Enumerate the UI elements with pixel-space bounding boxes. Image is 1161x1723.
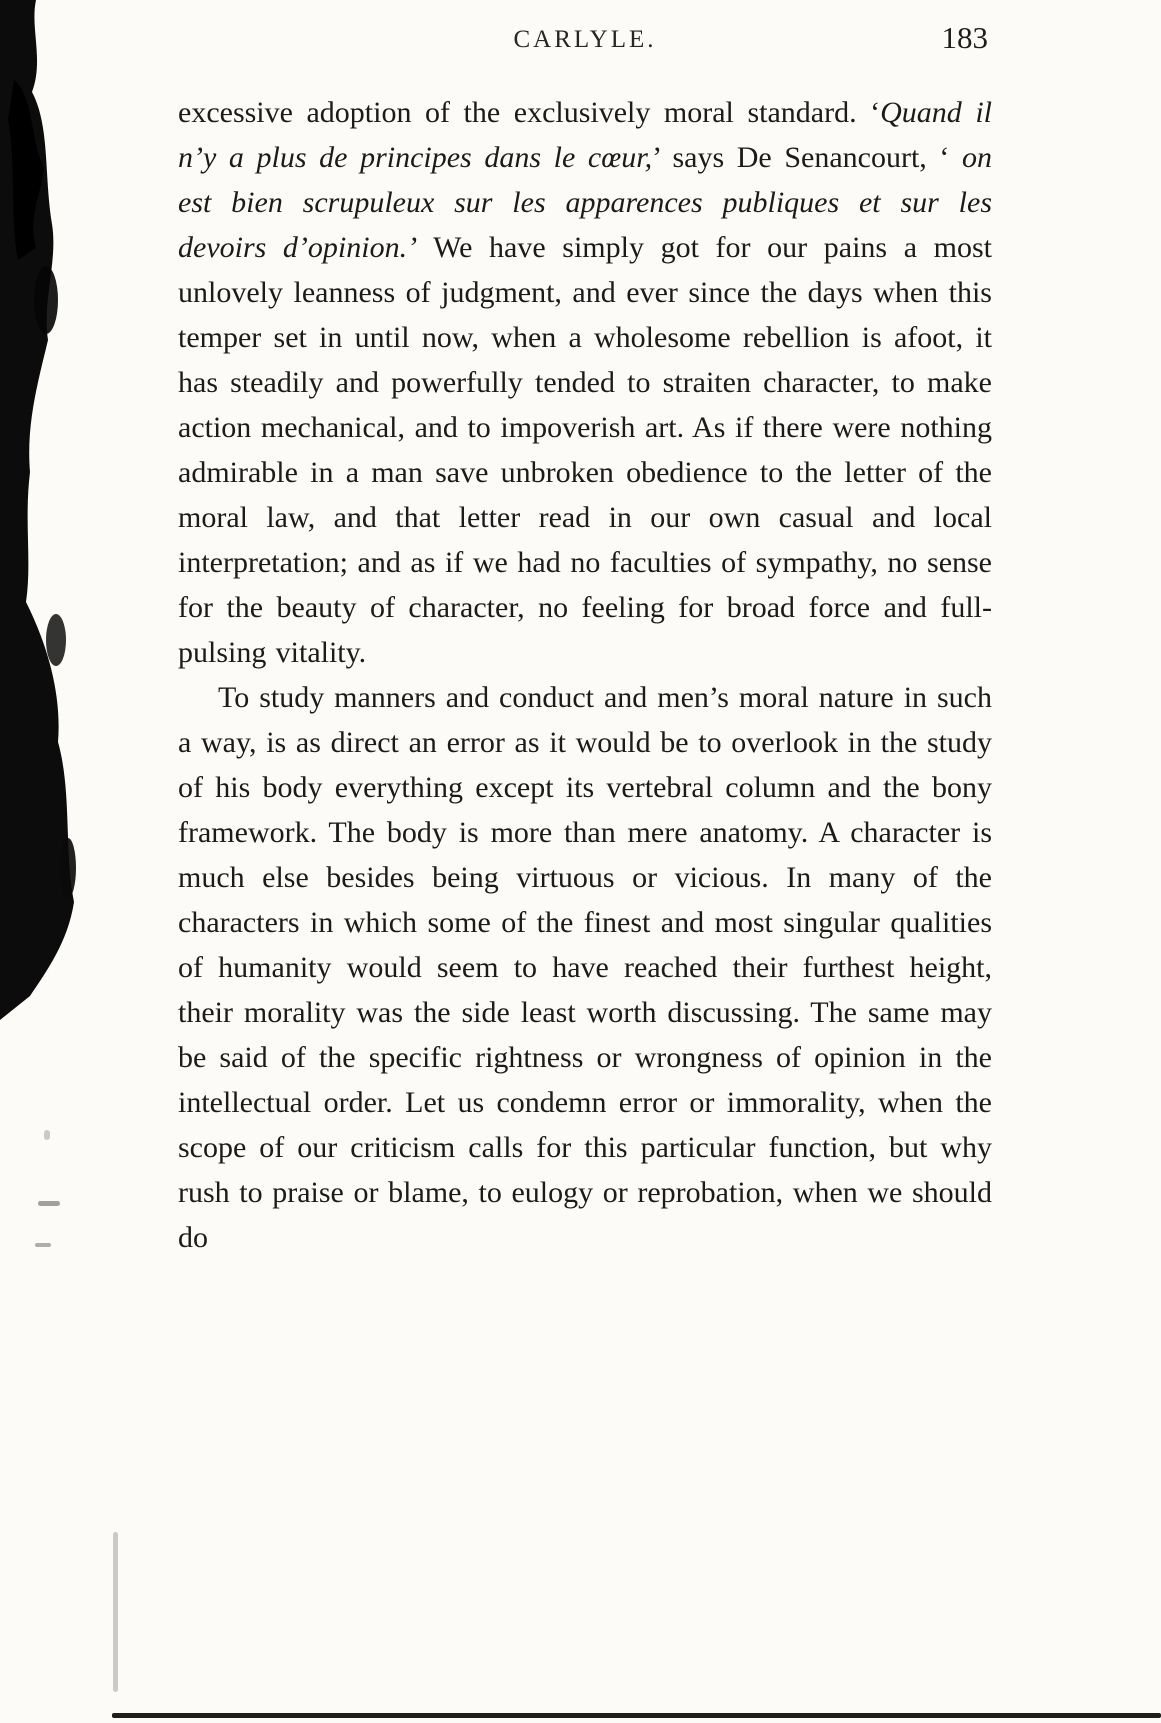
- scan-edge-line: [112, 1713, 1161, 1718]
- french-quote-italic: on est bien scrupuleux sur les apparences publiques et sur les devoirs d’opinion.’: [178, 141, 992, 264]
- text-run: We have simply got for our pains a most unlovely leanness of judgment, and ever since the days when this temper set in until now, when a wholesome rebellion is afoot, it has steadily and powerfully tended to straiten character, to make action mechanical, and to impoverish art. As if there were nothing admirable in a man save unbroken obedience to the letter of the moral law, and that letter read in our own casual and local interpretation; and as if we had no faculties of sympathy, no sense for the beauty of character, no feeling for broad force and full-pulsing vitality.: [178, 231, 992, 669]
- scan-artifact-left: [0, 0, 110, 1020]
- scan-speck: [35, 1243, 51, 1247]
- page-text: [178, 90, 992, 1260]
- running-title: CARLYLE.: [513, 26, 657, 53]
- text-run: ’ says De Senancourt, ‘: [652, 141, 962, 174]
- page-number: 183: [941, 20, 988, 55]
- text-run: excessive adoption of the exclusively moral standard. ‘: [178, 96, 881, 129]
- paragraph-1: [178, 90, 992, 675]
- french-quote-italic: Quand il n’y a plus de principes dans le cœur,: [178, 96, 992, 174]
- paragraph-2: To study manners and conduct and men’s moral nature in such a way, is as direct an error as it would be to overlook in the study of his body everything except its vertebral column and the bony framework. The body is more than mere anatomy. A character is much else besides being virtuous or vicious. In many of the characters in which some of the finest and most singular qualities of humanity would seem to have reached their furthest height, their morality was the side least worth discussing. The same may be said of the specific rightness or wrongness of opinion in the intellectual order. Let us condemn error or immorality, when the scope of our criticism calls for this particular function, but why rush to praise or blame, to eulogy or reprobation, when we should do: [178, 681, 992, 1254]
- scan-smudge: [113, 1532, 118, 1692]
- page-header: [178, 20, 992, 70]
- scan-speck: [44, 1130, 50, 1140]
- scan-speck: [38, 1201, 60, 1206]
